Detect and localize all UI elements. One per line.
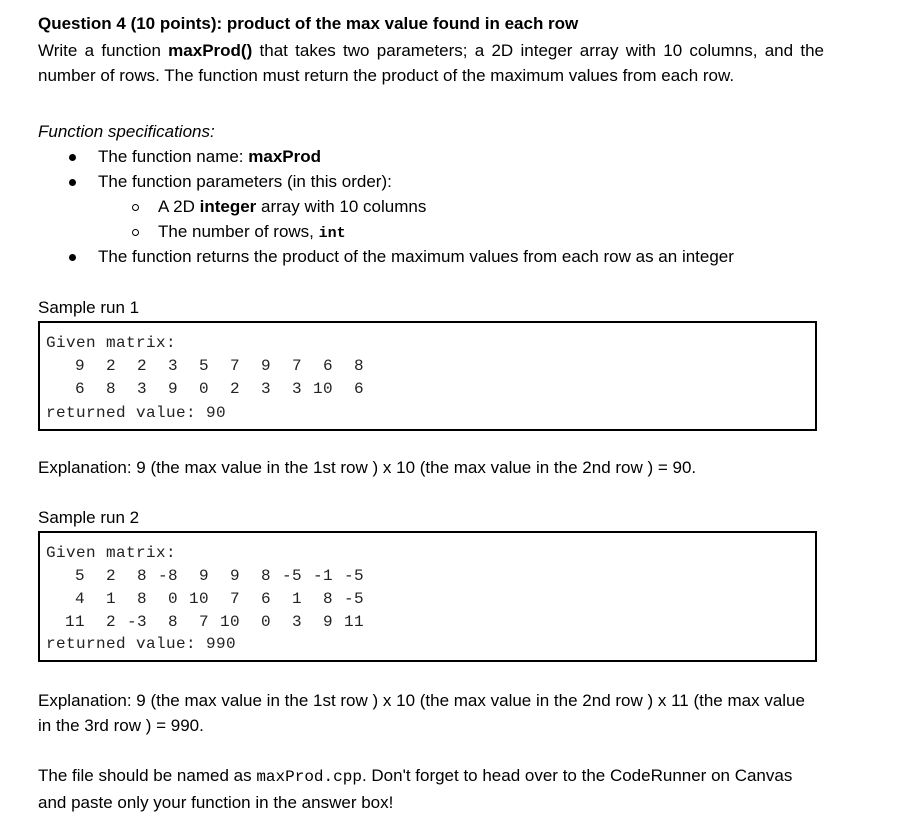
sample2-matrix-cell: -3 xyxy=(126,613,147,631)
sample2-matrix-cell: 7 xyxy=(198,613,209,631)
question-title: Question 4 (10 points): product of the max value found in each row xyxy=(38,14,579,33)
intro-text-start: Write a function xyxy=(38,41,169,60)
sample1-given: Given matrix: xyxy=(46,334,177,352)
sample2-matrix-cell: 11 xyxy=(64,613,85,631)
sample2-given: Given matrix: xyxy=(46,544,177,562)
sample2-matrix-cell: 8 xyxy=(260,567,271,585)
sample2-matrix-cell: 3 xyxy=(291,613,302,631)
sample2-matrix-cell: 10 xyxy=(188,590,209,608)
sample1-matrix-cell: 10 xyxy=(312,380,333,398)
sub-rows-pre: The number of rows, xyxy=(158,222,319,241)
intro-text-end: that takes two parameters; a 2D integer array with 10 columns, and the number of rows. The function must return the product of the maximum values from each row. xyxy=(38,41,824,85)
sample2-matrix-cell: 1 xyxy=(105,590,116,608)
sample2-matrix-cell: 9 xyxy=(229,567,240,585)
sample1-matrix-cell: 0 xyxy=(198,380,209,398)
sub-array-post: array with 10 columns xyxy=(256,197,427,216)
sample1-matrix-cell: 9 xyxy=(167,380,178,398)
sample1-matrix-cell: 6 xyxy=(74,380,85,398)
sample1-matrix-cell: 2 xyxy=(229,380,240,398)
sample1-matrix-row xyxy=(40,356,815,380)
sample2-matrix-cell: 1 xyxy=(291,590,302,608)
sample2-matrix-cell: 8 xyxy=(322,590,333,608)
spec-return-text: The function returns the product of the maximum values from each row as an integer xyxy=(98,247,734,266)
sub-array-pre: A 2D xyxy=(158,197,200,216)
footer-text-start: The file should be named as xyxy=(38,766,257,785)
sample2-matrix-cell: 6 xyxy=(260,590,271,608)
sample2-matrix-cell: 9 xyxy=(198,567,209,585)
sample2-box xyxy=(38,531,817,662)
sample1-label: Sample run 1 xyxy=(38,298,140,317)
sample1-box xyxy=(38,321,817,431)
sample2-matrix-cell: -1 xyxy=(312,567,333,585)
sample1-matrix-row xyxy=(40,379,815,403)
sample2-matrix-row xyxy=(40,612,815,636)
sample2-matrix-cell: -5 xyxy=(343,590,364,608)
sample1-matrix-cell: 2 xyxy=(105,357,116,375)
sample1-matrix-cell: 3 xyxy=(260,380,271,398)
sample2-matrix-cell: 0 xyxy=(167,590,178,608)
sample1-returned: returned value: 90 xyxy=(46,404,227,422)
sample1-explanation: Explanation: 9 (the max value in the 1st row ) x 10 (the max value in the 2nd row ) = 90. xyxy=(38,458,697,477)
footer-text-end: . Don't forget to head over to the CodeRunner on Canvas and paste only your function in the answer box! xyxy=(38,766,793,812)
sample1-matrix-cell: 8 xyxy=(353,357,364,375)
intro-function-name: maxProd() xyxy=(168,41,253,60)
sample1-matrix-cell: 3 xyxy=(167,357,178,375)
sample2-label: Sample run 2 xyxy=(38,508,140,527)
spec-params-label: The function parameters (in this order): xyxy=(98,172,392,191)
specs-heading: Function specifications: xyxy=(38,122,215,141)
sample1-matrix-cell: 8 xyxy=(105,380,116,398)
sample2-matrix-cell: 7 xyxy=(229,590,240,608)
sample2-matrix-cell: 0 xyxy=(260,613,271,631)
sample2-matrix-cell: 2 xyxy=(105,567,116,585)
question-intro xyxy=(38,38,824,88)
sample2-matrix-cell: 4 xyxy=(74,590,85,608)
sub-array-type: integer xyxy=(199,197,257,216)
spec-sub-param-rows xyxy=(158,221,346,245)
sample2-matrix-cell: 9 xyxy=(322,613,333,631)
sample1-matrix-cell: 2 xyxy=(136,357,147,375)
spec-name-value: maxProd xyxy=(248,147,322,166)
sample2-explanation: Explanation: 9 (the max value in the 1st row ) x 10 (the max value in the 2nd row ) x 11 (the max value in the 3rd row ) = 990. xyxy=(38,691,805,735)
spec-bullet-name xyxy=(98,146,321,168)
sample2-matrix-cell: -5 xyxy=(343,567,364,585)
sample1-matrix-cell: 3 xyxy=(136,380,147,398)
sample2-matrix-cell: 8 xyxy=(136,567,147,585)
sample1-matrix-cell: 9 xyxy=(260,357,271,375)
sample2-returned: returned value: 990 xyxy=(46,635,237,653)
sample1-matrix-cell: 6 xyxy=(322,357,333,375)
sample1-matrix-cell: 7 xyxy=(229,357,240,375)
sample2-matrix-cell: 8 xyxy=(136,590,147,608)
sample1-matrix-cell: 3 xyxy=(291,380,302,398)
sample1-matrix-cell: 6 xyxy=(353,380,364,398)
sample2-matrix-cell: -5 xyxy=(281,567,302,585)
spec-name-label: The function name: xyxy=(98,147,249,166)
sample2-matrix-row xyxy=(40,566,815,590)
sub-rows-type: int xyxy=(318,225,346,242)
spec-sub-param-array xyxy=(158,196,426,218)
sample1-matrix-cell: 7 xyxy=(291,357,302,375)
sample2-matrix-cell: 5 xyxy=(74,567,85,585)
sample2-matrix-cell: 8 xyxy=(167,613,178,631)
sample2-matrix-cell: -8 xyxy=(157,567,178,585)
footer-filename: maxProd.cpp xyxy=(256,768,362,786)
sample2-matrix-cell: 2 xyxy=(105,613,116,631)
sample2-matrix-cell: 11 xyxy=(343,613,364,631)
sample2-matrix-row xyxy=(40,589,815,613)
footer-note xyxy=(38,763,820,815)
spec-bullet-return xyxy=(98,246,734,268)
spec-bullet-params xyxy=(98,171,392,193)
sample1-matrix-cell: 5 xyxy=(198,357,209,375)
sample2-matrix-cell: 10 xyxy=(219,613,240,631)
sample1-matrix-cell: 9 xyxy=(74,357,85,375)
